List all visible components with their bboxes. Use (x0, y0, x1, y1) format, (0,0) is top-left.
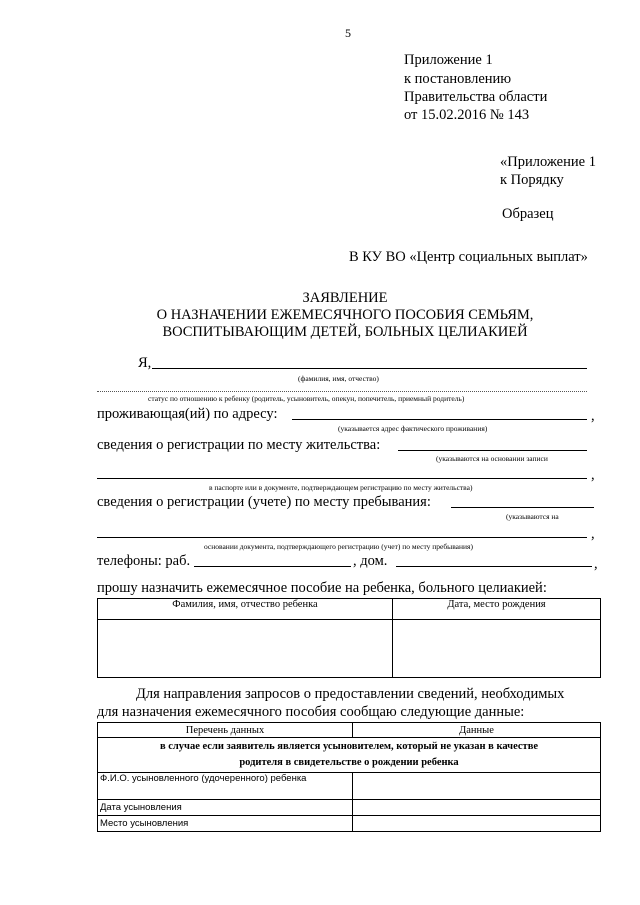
phones-label: телефоны: раб. (97, 553, 191, 569)
page-number: 5 (345, 26, 351, 40)
registration-hint-2: в паспорте или в документе, подтверждающем регистрацию по месту жительства) (209, 483, 473, 492)
address-field[interactable] (292, 419, 587, 420)
title-line: О НАЗНАЧЕНИИ ЕЖЕМЕСЯЧНОГО ПОСОБИЯ СЕМЬЯМ, (156, 307, 534, 323)
section-title-line: родителя в свидетельстве о рождении ребенка (239, 757, 459, 768)
appendix-order-line: «Приложение 1 (500, 154, 596, 170)
status-hint: статус по отношению к ребенку (родитель, усыновитель, опекун, попечитель, приемный родитель) (148, 394, 465, 403)
appendix-line: к постановлению (404, 71, 512, 87)
phones-home-label: , дом. (353, 553, 388, 569)
data-row-label: Ф.И.О. усыновленного (удочеренного) ребенка (98, 773, 353, 800)
appendix-order-line: к Порядку (500, 172, 564, 188)
data-row-label: Место усыновления (98, 816, 353, 832)
paragraph-line: для назначения ежемесячного пособия сообщаю следующие данные: (97, 704, 525, 720)
child-name-cell[interactable] (98, 620, 393, 678)
paragraph-line: Для направления запросов о предоставлении сведений, необходимых (136, 686, 565, 702)
fio-field[interactable] (152, 368, 587, 369)
child-birth-cell[interactable] (393, 620, 601, 678)
data-row-value[interactable] (353, 773, 601, 800)
address-label: проживающая(ий) по адресу: (97, 406, 278, 422)
data-row-value[interactable] (353, 816, 601, 832)
status-field[interactable] (97, 391, 587, 392)
registration-field[interactable] (398, 450, 587, 451)
appendix-line: Правительства области (404, 89, 548, 105)
registration-field-2[interactable] (97, 478, 587, 479)
stay-hint-2: основании документа, подтверждающего регистрацию (учет) по месту пребывания) (204, 542, 473, 551)
i-label: Я, (138, 355, 152, 371)
data-row-label: Дата усыновления (98, 800, 353, 816)
stay-field[interactable] (451, 507, 594, 508)
data-table-header-data: Данные (353, 723, 601, 738)
address-hint: (указывается адрес фактического проживания) (338, 424, 488, 433)
title-line: ЗАЯВЛЕНИЕ (302, 290, 388, 306)
child-table (97, 598, 601, 678)
request-text: прошу назначить ежемесячное пособие на ребенка, больного целиакией: (97, 580, 547, 596)
stay-field-2[interactable] (97, 537, 587, 538)
registration-hint: (указываются на основании записи (436, 454, 548, 463)
title-line: ВОСПИТЫВАЮЩИМ ДЕТЕЙ, БОЛЬНЫХ ЦЕЛИАКИЕЙ (162, 324, 528, 340)
comma: , (591, 467, 595, 483)
sample-label: Образец (502, 206, 554, 222)
phone-work-field[interactable] (194, 566, 351, 567)
data-table (97, 722, 601, 832)
comma: , (591, 526, 595, 542)
stay-hint: (указываются на (506, 512, 559, 521)
fio-hint: (фамилия, имя, отчество) (298, 374, 379, 383)
child-table-header-birth: Дата, место рождения (393, 599, 601, 620)
addressee: В КУ ВО «Центр социальных выплат» (349, 249, 588, 265)
data-row-value[interactable] (353, 800, 601, 816)
phone-home-field[interactable] (396, 566, 592, 567)
child-table-header-name: Фамилия, имя, отчество ребенка (98, 599, 393, 620)
stay-label: сведения о регистрации (учете) по месту пребывания: (97, 494, 431, 510)
appendix-line: Приложение 1 (404, 52, 493, 68)
appendix-line: от 15.02.2016 № 143 (404, 107, 530, 123)
registration-label: сведения о регистрации по месту жительства: (97, 437, 381, 453)
data-table-header-list: Перечень данных (98, 723, 353, 738)
section-title-line: в случае если заявитель является усыновителем, который не указан в качестве (159, 741, 539, 752)
data-table-section-title (98, 738, 601, 773)
comma: , (591, 408, 595, 424)
comma: , (594, 556, 598, 572)
